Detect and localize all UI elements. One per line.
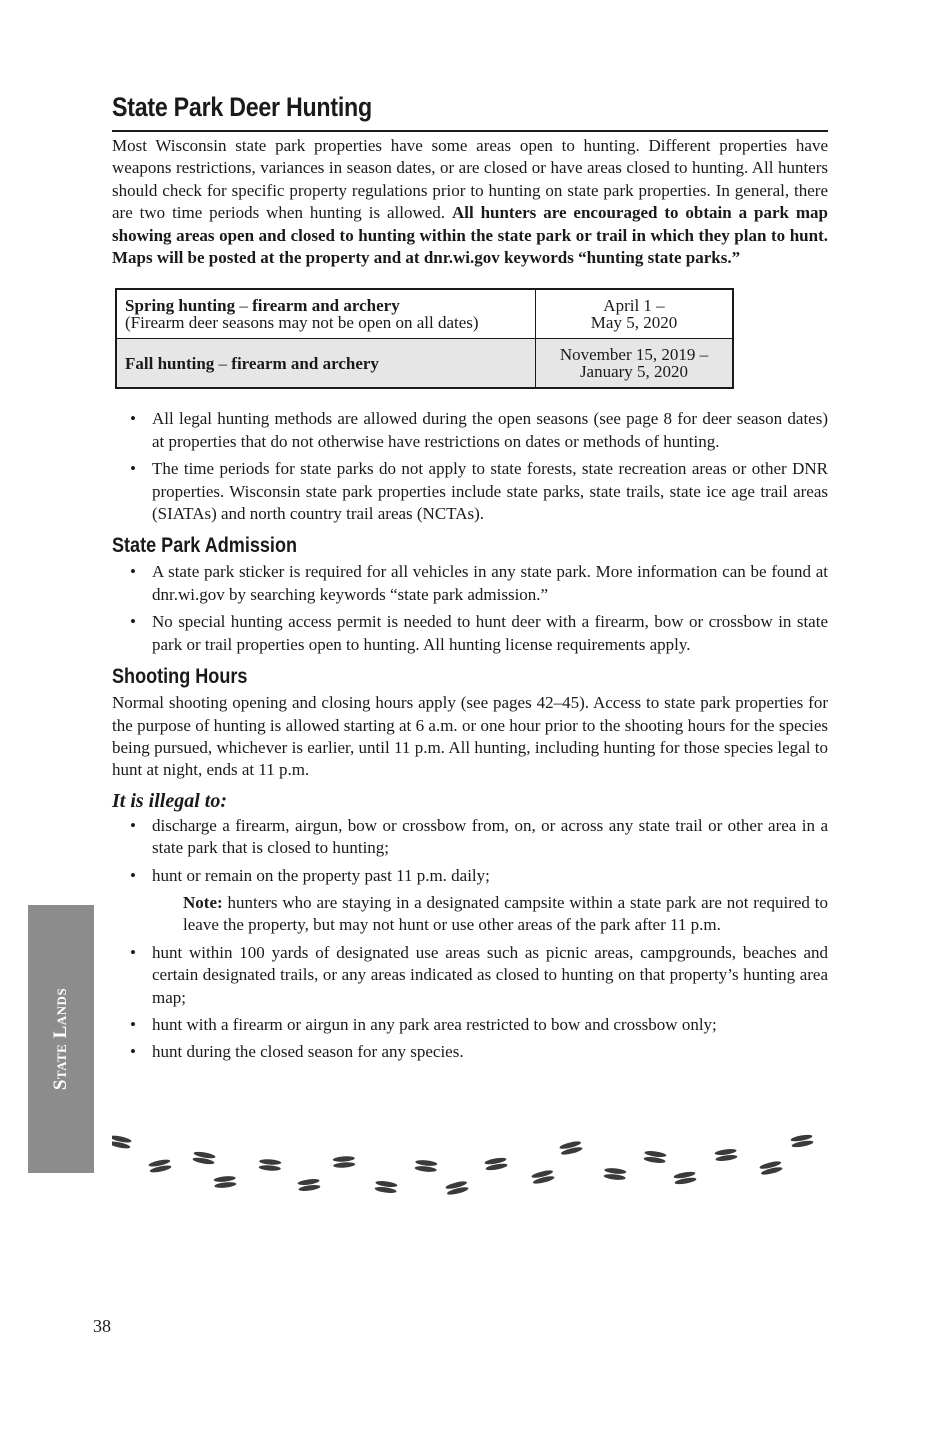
deer-tracks-illustration	[112, 1128, 828, 1208]
season-date-cell	[536, 339, 734, 389]
list-item-text: hunt with a firearm or airgun in any park area restricted to bow and crossbow only;	[152, 1014, 717, 1034]
section-side-tab	[28, 905, 94, 1173]
season-date-end: January 5, 2020	[579, 362, 689, 382]
deer-track-icon	[559, 1140, 583, 1156]
deer-track-icon	[148, 1158, 172, 1174]
deer-track-icon	[192, 1151, 216, 1166]
illegal-bullet-list-a	[112, 815, 828, 887]
list-item	[112, 611, 828, 656]
page-title: State Park Deer Hunting	[112, 92, 372, 122]
deer-track-icon	[297, 1178, 320, 1192]
list-item	[112, 561, 828, 606]
side-tab-label: State Lands	[50, 987, 71, 1091]
admission-bullet-list	[112, 561, 828, 656]
title-rule	[112, 92, 828, 132]
season-table	[115, 288, 734, 389]
season-dash: –	[214, 353, 232, 373]
shooting-hours-paragraph: Normal shooting opening and closing hours apply (see pages 42–45). Access to state park properties for the purpose of hunting is allowed starting at 6 a.m. or one hour prior to the shooting hours for the species being pursued, whichever is earlier, until 11 p.m. All hunting, including hunting for those species legal to hunt at night, ends at 11 p.m.	[112, 693, 828, 780]
season-dash: –	[235, 296, 253, 316]
note-label: Note:	[183, 892, 223, 912]
list-item	[112, 815, 828, 860]
season-name: Spring hunting	[125, 296, 236, 316]
deer-track-icon	[643, 1150, 666, 1164]
list-item-text: hunt or remain on the property past 11 p.m. daily;	[152, 865, 490, 885]
illegal-heading: It is illegal to:	[112, 789, 227, 812]
campsite-note	[112, 892, 828, 937]
season-label-cell	[116, 289, 536, 339]
deer-track-icon	[374, 1180, 397, 1194]
list-item	[112, 408, 828, 453]
page-number: 38	[93, 1316, 111, 1336]
season-note: (Firearm deer seasons may not be open on all dates)	[125, 313, 479, 333]
bullet-icon: •	[130, 1042, 136, 1062]
shooting-hours-heading: Shooting Hours	[112, 665, 248, 689]
list-item-text: hunt within 100 yards of designated use areas such as picnic areas, campgrounds, beaches and certain designated trails, or any areas indicated as closed to hunting on that property’s hunting area map;	[152, 942, 828, 1007]
bullet-icon: •	[130, 865, 136, 885]
list-item-text: No special hunting access permit is needed to hunt deer with a firearm, bow or crossbow in state park or trail properties open to hunting. All hunting license requirements apply.	[152, 612, 828, 654]
bullet-icon: •	[130, 1014, 136, 1034]
season-name: Fall hunting	[125, 353, 215, 373]
bullet-icon: •	[130, 815, 136, 835]
season-date-end: May 5, 2020	[590, 313, 678, 333]
list-item-text: discharge a firearm, airgun, bow or crossbow from, on, or across any state trail or other area in a state park that is closed to hunting;	[152, 815, 828, 858]
bullet-icon: •	[130, 612, 136, 632]
season-date-start: November 15, 2019 –	[559, 345, 709, 365]
list-item-text: A state park sticker is required for all vehicles in any state park. More information can be found at dnr.wi.gov by searching keywords “state park admission.”	[152, 562, 828, 604]
note-text: hunters who are staying in a designated campsite within a state park are not required to leave the property, but may not hunt or use other areas of the park after 11 p.m.	[183, 892, 828, 935]
bullet-icon: •	[130, 409, 136, 429]
deer-track-icon	[414, 1159, 437, 1172]
season-label-cell	[116, 339, 536, 389]
illegal-bullet-list-b	[112, 942, 828, 1064]
season-date-cell	[536, 289, 734, 339]
deer-track-icon	[790, 1134, 814, 1149]
season-date-start: April 1 –	[603, 296, 665, 316]
deer-track-icon	[333, 1156, 356, 1169]
intro-text: Most Wisconsin state park properties have some areas open to hunting. Different properties have weapons restrictions, variances in season dates, or are closed or have areas closed to hunting. All hunters should check for specific property regulations prior to hunting on state park properties. In general, there are two time periods when hunting is allowed.	[112, 136, 828, 223]
season-type: firearm and archery	[231, 353, 379, 373]
intro-paragraph	[112, 135, 828, 269]
general-bullet-list	[112, 408, 828, 525]
deer-track-icon	[484, 1157, 508, 1172]
deer-track-icon	[531, 1169, 555, 1185]
season-type: firearm and archery	[252, 296, 400, 316]
deer-track-icon	[759, 1160, 783, 1176]
deer-track-icon	[714, 1148, 737, 1162]
page-content	[112, 92, 828, 1064]
bullet-icon: •	[130, 459, 136, 479]
deer-track-icon	[112, 1134, 132, 1150]
deer-track-icon	[673, 1171, 697, 1186]
intro-bold-text: All hunters are encouraged to obtain a park map showing areas open and closed to hunting within the state park or trail in which they plan to hunt. Maps will be posted at the property and at dnr.wi.gov keywords “hunting state parks.”	[112, 203, 828, 268]
deer-track-icon	[603, 1167, 626, 1180]
deer-track-icon	[213, 1175, 236, 1188]
list-item	[112, 458, 828, 525]
bullet-icon: •	[130, 562, 136, 582]
admission-heading: State Park Admission	[112, 534, 298, 558]
list-item	[112, 1014, 828, 1036]
list-item	[112, 942, 828, 1009]
bullet-icon: •	[130, 942, 136, 962]
season-row-spring	[116, 289, 733, 339]
deer-track-icon	[445, 1180, 469, 1196]
deer-track-icon	[259, 1159, 282, 1172]
list-item-text: The time periods for state parks do not apply to state forests, state recreation areas or other DNR properties. Wisconsin state park properties include state parks, state trails, state ice age trail areas (SIATAs) and north country trail areas (NCTAs).	[152, 459, 828, 524]
list-item	[112, 865, 828, 887]
list-item	[112, 1041, 828, 1063]
list-item-text: hunt during the closed season for any species.	[152, 1042, 464, 1062]
list-item-text: All legal hunting methods are allowed during the open seasons (see page 8 for deer season dates) at properties that do not otherwise have restrictions on dates or methods of hunting.	[152, 409, 828, 451]
season-row-fall	[116, 339, 733, 389]
